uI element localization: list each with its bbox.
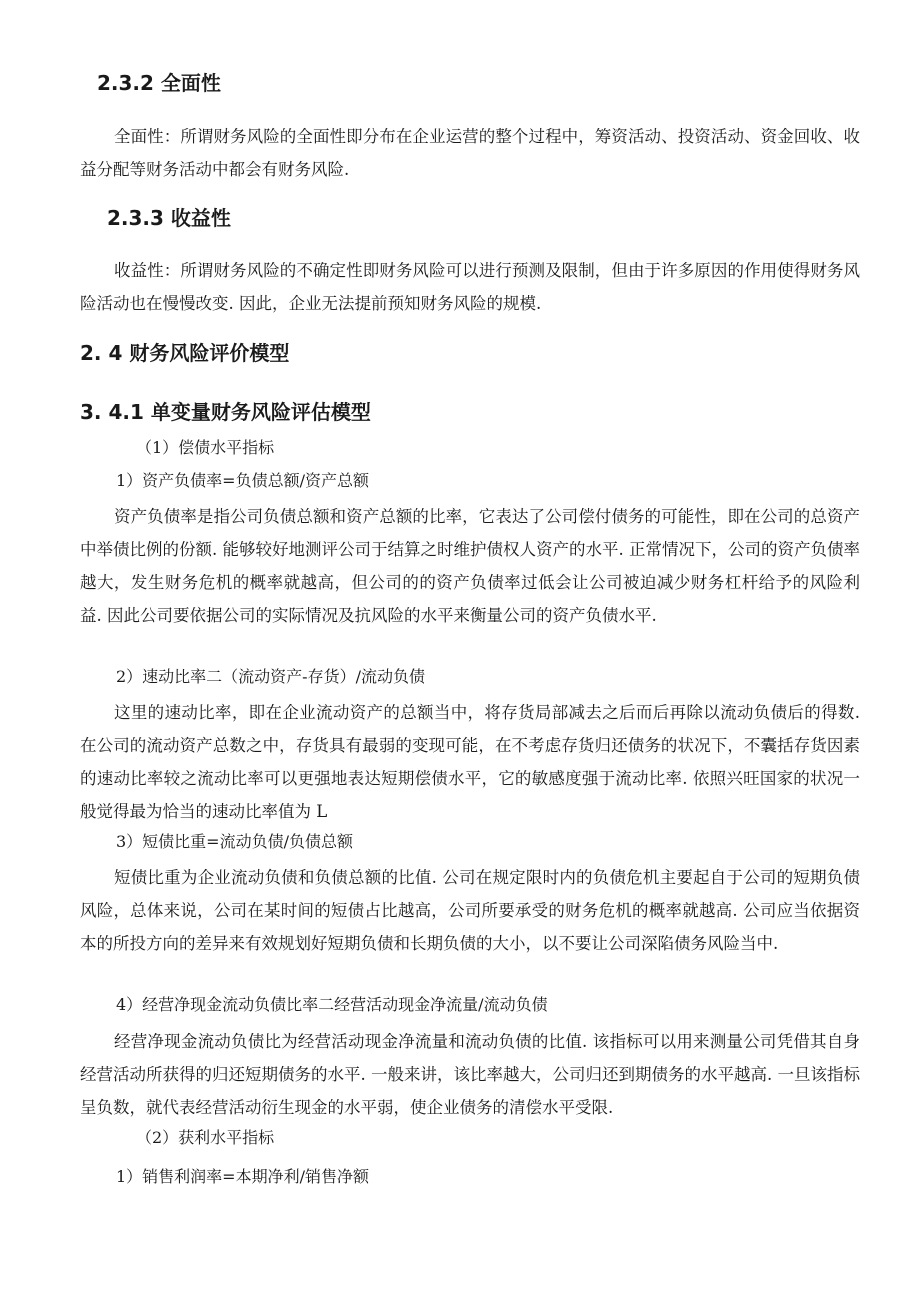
paragraph-comprehensiveness: 全面性：所谓财务风险的全面性即分布在企业运营的整个过程中，筹资活动、投资活动、资金回收、收益分配等财务活动中都会有财务风险.: [80, 127, 860, 179]
paragraph-debt-to-asset-ratio: 资产负债率是指公司负债总额和资产总额的比率，它表达了公司偿付债务的可能性，即在公司的总资产中举债比例的份额. 能够较好地测评公司于结算之时维护债权人资产的水平. 正常情况下，公司的资产负债率越大，发生财务危机的概率就越高，但公司的的资产负债率过低会让公司被迫减少财务杠杆给予的风险利益. 因此公司要依据公司的实际情况及抗风险的水平来衡量公司的资产负债水平.: [80, 507, 860, 625]
formula-sales-profit-margin: 1）销售利润率=本期净利/销售净额: [116, 1167, 369, 1186]
paragraph-quick-ratio: 这里的速动比率，即在企业流动资产的总额当中，将存货局部减去之后而后再除以流动负债后的得数. 在公司的流动资产总数之中，存货具有最弱的变现可能，在不考虑存货归还债务的状况下，不囊括存货因素的速动比率较之流动比率可以更强地表达短期偿债水平，它的敏感度强于流动比率. 依照兴旺国家的状况一般觉得最为恰当的速动比率值为 L: [80, 703, 860, 821]
paragraph-operating-cash-flow-ratio: 经营净现金流动负债比为经营活动现金净流量和流动负债的比值. 该指标可以用来测量公司凭借其自身经营活动所获得的归还短期债务的水平. 一般来讲，该比率越大，公司归还到期债务的水平越高. 一旦该指标呈负数，就代表经营活动衍生现金的水平弱，使企业债务的清偿水平受限.: [80, 1032, 860, 1117]
heading-2-3-3: 2.3.3 收益性: [107, 206, 231, 230]
paragraph-profitability: 收益性：所谓财务风险的不确定性即财务风险可以进行预测及限制，但由于许多原因的作用使得财务风险活动也在慢慢改变. 因此，企业无法提前预知财务风险的规模.: [80, 261, 860, 313]
subheading-profitability-indicators: （2）获利水平指标: [136, 1128, 275, 1147]
formula-operating-cash-flow-ratio: 4）经营净现金流动负债比率二经营活动现金净流量/流动负债: [116, 995, 548, 1014]
subheading-solvency-indicators: （1）偿债水平指标: [136, 438, 275, 457]
heading-2-4: 2. 4 财务风险评价模型: [80, 341, 290, 365]
paragraph-short-debt-ratio: 短债比重为企业流动负债和负债总额的比值. 公司在规定限时内的负债危机主要起自于公司的短期负债风险，总体来说，公司在某时间的短债占比越高，公司所要承受的财务危机的概率就越高. 公司应当依据资本的所投方向的差异来有效规划好短期负债和长期负债的大小，以不要让公司深陷债务风险当中.: [80, 868, 860, 953]
formula-debt-to-asset-ratio: 1）资产负债率=负债总额/资产总额: [116, 471, 369, 490]
formula-short-debt-ratio: 3）短债比重=流动负债/负债总额: [116, 832, 353, 851]
heading-3-4-1: 3. 4.1 单变量财务风险评估模型: [80, 400, 371, 424]
heading-2-3-2: 2.3.2 全面性: [97, 71, 221, 95]
formula-quick-ratio: 2）速动比率二（流动资产-存货）/流动负债: [116, 667, 425, 686]
